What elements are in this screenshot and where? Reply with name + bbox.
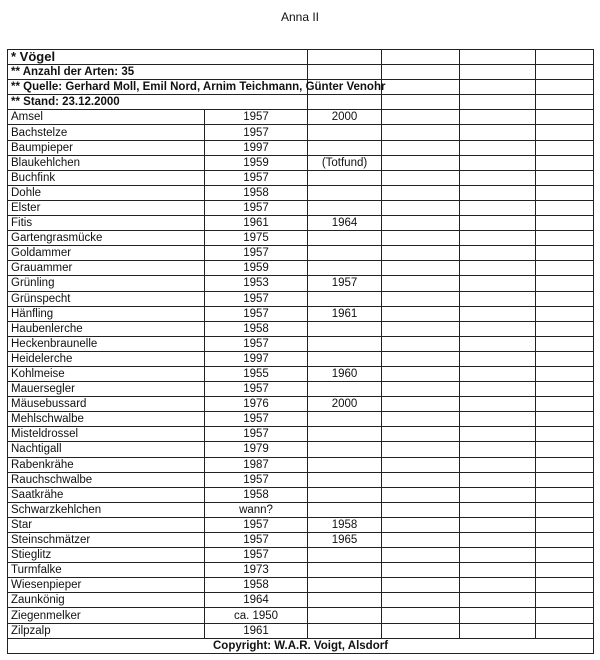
empty-cell xyxy=(460,276,536,291)
empty-cell xyxy=(536,291,594,306)
second-year xyxy=(308,336,382,351)
species-name: Haubenlerche xyxy=(8,321,205,336)
table-row xyxy=(8,140,594,155)
species-name: Fitis xyxy=(8,216,205,231)
empty-cell xyxy=(382,351,460,366)
species-name: Rabenkrähe xyxy=(8,457,205,472)
empty-cell xyxy=(382,125,460,140)
empty-cell xyxy=(382,65,460,80)
first-year: 1957 xyxy=(205,336,308,351)
first-year: 1958 xyxy=(205,578,308,593)
empty-cell xyxy=(536,578,594,593)
first-year: 1957 xyxy=(205,427,308,442)
empty-cell xyxy=(382,306,460,321)
empty-cell xyxy=(460,170,536,185)
second-year xyxy=(308,563,382,578)
first-year: 1955 xyxy=(205,366,308,381)
second-year: (Totfund) xyxy=(308,155,382,170)
empty-cell xyxy=(536,487,594,502)
empty-cell xyxy=(460,261,536,276)
species-name: Nachtigall xyxy=(8,442,205,457)
empty-cell xyxy=(536,216,594,231)
empty-cell xyxy=(382,517,460,532)
empty-cell xyxy=(382,185,460,200)
empty-cell xyxy=(536,593,594,608)
empty-cell xyxy=(382,487,460,502)
empty-cell xyxy=(536,125,594,140)
empty-cell xyxy=(536,231,594,246)
empty-cell xyxy=(460,397,536,412)
page-title: Anna II xyxy=(280,10,320,24)
second-year xyxy=(308,548,382,563)
empty-cell xyxy=(536,502,594,517)
table-row xyxy=(8,487,594,502)
empty-cell xyxy=(460,502,536,517)
empty-cell xyxy=(536,608,594,623)
empty-cell xyxy=(536,563,594,578)
species-name: Goldammer xyxy=(8,246,205,261)
empty-cell xyxy=(460,351,536,366)
empty-cell xyxy=(460,321,536,336)
species-table-body xyxy=(8,50,594,654)
second-year xyxy=(308,502,382,517)
empty-cell xyxy=(382,95,460,110)
empty-cell xyxy=(536,276,594,291)
empty-cell xyxy=(460,155,536,170)
empty-cell xyxy=(382,397,460,412)
empty-cell xyxy=(536,110,594,125)
second-year xyxy=(308,427,382,442)
empty-cell xyxy=(460,457,536,472)
empty-cell xyxy=(382,412,460,427)
table-row xyxy=(8,578,594,593)
second-year xyxy=(308,231,382,246)
first-year: 1961 xyxy=(205,216,308,231)
table-row xyxy=(8,351,594,366)
empty-cell xyxy=(382,276,460,291)
first-year: 1957 xyxy=(205,246,308,261)
first-year: 1975 xyxy=(205,231,308,246)
second-year: 2000 xyxy=(308,397,382,412)
second-year: 1958 xyxy=(308,517,382,532)
first-year: 1973 xyxy=(205,563,308,578)
species-name: Mäusebussard xyxy=(8,397,205,412)
first-year: 1957 xyxy=(205,548,308,563)
empty-cell xyxy=(536,261,594,276)
empty-cell xyxy=(308,95,382,110)
first-year: 1958 xyxy=(205,487,308,502)
empty-cell xyxy=(382,155,460,170)
first-year: 1958 xyxy=(205,321,308,336)
table-row xyxy=(8,170,594,185)
header-row xyxy=(8,65,594,80)
second-year xyxy=(308,321,382,336)
empty-cell xyxy=(536,140,594,155)
species-name: Ziegenmelker xyxy=(8,608,205,623)
species-name: Grünspecht xyxy=(8,291,205,306)
second-year xyxy=(308,608,382,623)
second-year xyxy=(308,140,382,155)
empty-cell xyxy=(382,472,460,487)
empty-cell xyxy=(460,608,536,623)
empty-cell xyxy=(382,563,460,578)
species-name: Grauammer xyxy=(8,261,205,276)
species-name: Kohlmeise xyxy=(8,366,205,381)
species-name: Mehlschwalbe xyxy=(8,412,205,427)
table-row xyxy=(8,548,594,563)
empty-cell xyxy=(382,502,460,517)
second-year xyxy=(308,246,382,261)
empty-cell xyxy=(536,472,594,487)
empty-cell xyxy=(460,125,536,140)
header-label: ** Quelle: Gerhard Moll, Emil Nord, Arnim Teichmann, Günter Venohr xyxy=(8,80,308,95)
empty-cell xyxy=(382,533,460,548)
species-name: Steinschmätzer xyxy=(8,533,205,548)
species-name: Gartengrasmücke xyxy=(8,231,205,246)
empty-cell xyxy=(382,427,460,442)
first-year: 1957 xyxy=(205,412,308,427)
header-label: ** Stand: 23.12.2000 xyxy=(8,95,308,110)
empty-cell xyxy=(382,593,460,608)
empty-cell xyxy=(536,442,594,457)
species-name: Rauchschwalbe xyxy=(8,472,205,487)
species-name: Heidelerche xyxy=(8,351,205,366)
empty-cell xyxy=(382,50,460,65)
table-row xyxy=(8,276,594,291)
empty-cell xyxy=(382,261,460,276)
empty-cell xyxy=(536,80,594,95)
first-year: 1979 xyxy=(205,442,308,457)
empty-cell xyxy=(382,80,460,95)
empty-cell xyxy=(536,170,594,185)
first-year: 1957 xyxy=(205,533,308,548)
second-year xyxy=(308,261,382,276)
table-row xyxy=(8,397,594,412)
empty-cell xyxy=(536,95,594,110)
empty-cell xyxy=(460,110,536,125)
empty-cell xyxy=(536,185,594,200)
species-name: Mauersegler xyxy=(8,382,205,397)
empty-cell xyxy=(382,623,460,638)
table-row xyxy=(8,231,594,246)
second-year xyxy=(308,578,382,593)
empty-cell xyxy=(308,50,382,65)
empty-cell xyxy=(460,412,536,427)
table-row xyxy=(8,623,594,638)
table-row xyxy=(8,366,594,381)
empty-cell xyxy=(536,65,594,80)
copyright-note: Copyright: W.A.R. Voigt, Alsdorf xyxy=(8,638,594,653)
empty-cell xyxy=(460,216,536,231)
table-row xyxy=(8,200,594,215)
table-row xyxy=(8,533,594,548)
first-year: 1957 xyxy=(205,472,308,487)
empty-cell xyxy=(460,50,536,65)
table-row xyxy=(8,125,594,140)
second-year xyxy=(308,200,382,215)
empty-cell xyxy=(460,231,536,246)
second-year: 1957 xyxy=(308,276,382,291)
empty-cell xyxy=(460,185,536,200)
species-name: Star xyxy=(8,517,205,532)
first-year: 1957 xyxy=(205,110,308,125)
second-year xyxy=(308,412,382,427)
table-row xyxy=(8,457,594,472)
species-name: Grünling xyxy=(8,276,205,291)
empty-cell xyxy=(536,246,594,261)
empty-cell xyxy=(536,306,594,321)
first-year: 1958 xyxy=(205,185,308,200)
species-name: Baumpieper xyxy=(8,140,205,155)
table-row xyxy=(8,246,594,261)
first-year: 1997 xyxy=(205,351,308,366)
species-name: Blaukehlchen xyxy=(8,155,205,170)
empty-cell xyxy=(382,366,460,381)
footer-row xyxy=(8,638,594,653)
empty-cell xyxy=(308,65,382,80)
empty-cell xyxy=(460,306,536,321)
empty-cell xyxy=(460,517,536,532)
empty-cell xyxy=(382,140,460,155)
empty-cell xyxy=(460,548,536,563)
species-name: Bachstelze xyxy=(8,125,205,140)
first-year: ca. 1950 xyxy=(205,608,308,623)
second-year xyxy=(308,593,382,608)
second-year: 1965 xyxy=(308,533,382,548)
table-row xyxy=(8,291,594,306)
empty-cell xyxy=(536,366,594,381)
table-row xyxy=(8,155,594,170)
first-year: 1957 xyxy=(205,291,308,306)
first-year: 1957 xyxy=(205,170,308,185)
empty-cell xyxy=(460,200,536,215)
table-row xyxy=(8,593,594,608)
first-year: 1957 xyxy=(205,382,308,397)
empty-cell xyxy=(382,231,460,246)
species-name: Zilpzalp xyxy=(8,623,205,638)
empty-cell xyxy=(382,382,460,397)
empty-cell xyxy=(382,291,460,306)
first-year: 1959 xyxy=(205,155,308,170)
species-name: Zaunkönig xyxy=(8,593,205,608)
first-year: 1964 xyxy=(205,593,308,608)
table-row xyxy=(8,261,594,276)
empty-cell xyxy=(382,246,460,261)
table-row xyxy=(8,502,594,517)
second-year xyxy=(308,623,382,638)
species-name: Amsel xyxy=(8,110,205,125)
empty-cell xyxy=(382,110,460,125)
empty-cell xyxy=(460,336,536,351)
header-row xyxy=(8,80,594,95)
species-name: Misteldrossel xyxy=(8,427,205,442)
table-row xyxy=(8,216,594,231)
species-name: Heckenbraunelle xyxy=(8,336,205,351)
second-year xyxy=(308,472,382,487)
empty-cell xyxy=(536,336,594,351)
header-label: * Vögel xyxy=(8,50,308,65)
empty-cell xyxy=(382,216,460,231)
empty-cell xyxy=(536,397,594,412)
first-year: 1961 xyxy=(205,623,308,638)
second-year xyxy=(308,442,382,457)
empty-cell xyxy=(536,427,594,442)
table-row xyxy=(8,336,594,351)
empty-cell xyxy=(536,457,594,472)
first-year: 1953 xyxy=(205,276,308,291)
empty-cell xyxy=(460,472,536,487)
second-year xyxy=(308,185,382,200)
empty-cell xyxy=(460,366,536,381)
empty-cell xyxy=(460,80,536,95)
empty-cell xyxy=(460,427,536,442)
first-year: 1957 xyxy=(205,517,308,532)
table-row xyxy=(8,321,594,336)
table-row xyxy=(8,185,594,200)
empty-cell xyxy=(536,50,594,65)
empty-cell xyxy=(460,442,536,457)
header-row xyxy=(8,95,594,110)
species-name: Elster xyxy=(8,200,205,215)
empty-cell xyxy=(460,563,536,578)
empty-cell xyxy=(382,442,460,457)
species-table xyxy=(7,49,594,654)
species-name: Dohle xyxy=(8,185,205,200)
empty-cell xyxy=(382,336,460,351)
empty-cell xyxy=(460,291,536,306)
species-name: Buchfink xyxy=(8,170,205,185)
header-label: ** Anzahl der Arten: 35 xyxy=(8,65,308,80)
empty-cell xyxy=(460,593,536,608)
second-year xyxy=(308,382,382,397)
second-year: 1961 xyxy=(308,306,382,321)
empty-cell xyxy=(460,246,536,261)
first-year: 1997 xyxy=(205,140,308,155)
species-name: Turmfalke xyxy=(8,563,205,578)
first-year: 1976 xyxy=(205,397,308,412)
empty-cell xyxy=(536,382,594,397)
empty-cell xyxy=(536,548,594,563)
empty-cell xyxy=(460,65,536,80)
empty-cell xyxy=(460,623,536,638)
empty-cell xyxy=(460,382,536,397)
second-year xyxy=(308,125,382,140)
table-row xyxy=(8,412,594,427)
second-year xyxy=(308,170,382,185)
species-name: Wiesenpieper xyxy=(8,578,205,593)
empty-cell xyxy=(382,170,460,185)
first-year: 1957 xyxy=(205,125,308,140)
species-name: Stieglitz xyxy=(8,548,205,563)
empty-cell xyxy=(382,578,460,593)
second-year: 1964 xyxy=(308,216,382,231)
empty-cell xyxy=(382,200,460,215)
table-row xyxy=(8,427,594,442)
empty-cell xyxy=(536,412,594,427)
table-row xyxy=(8,442,594,457)
table-row xyxy=(8,382,594,397)
second-year xyxy=(308,351,382,366)
second-year: 1960 xyxy=(308,366,382,381)
empty-cell xyxy=(460,140,536,155)
empty-cell xyxy=(536,533,594,548)
empty-cell xyxy=(382,548,460,563)
empty-cell xyxy=(460,95,536,110)
empty-cell xyxy=(536,351,594,366)
empty-cell xyxy=(460,487,536,502)
second-year: 2000 xyxy=(308,110,382,125)
header-row xyxy=(8,50,594,65)
table-row xyxy=(8,110,594,125)
table-row xyxy=(8,472,594,487)
first-year: 1957 xyxy=(205,200,308,215)
second-year xyxy=(308,487,382,502)
table-row xyxy=(8,517,594,532)
table-row xyxy=(8,563,594,578)
empty-cell xyxy=(460,533,536,548)
table-row xyxy=(8,306,594,321)
empty-cell xyxy=(536,200,594,215)
table-row xyxy=(8,608,594,623)
empty-cell xyxy=(460,578,536,593)
empty-cell xyxy=(382,457,460,472)
empty-cell xyxy=(536,623,594,638)
empty-cell xyxy=(382,321,460,336)
first-year: 1959 xyxy=(205,261,308,276)
first-year: 1957 xyxy=(205,306,308,321)
second-year xyxy=(308,291,382,306)
empty-cell xyxy=(536,321,594,336)
species-name: Hänfling xyxy=(8,306,205,321)
first-year: wann? xyxy=(205,502,308,517)
species-name: Schwarzkehlchen xyxy=(8,502,205,517)
empty-cell xyxy=(536,517,594,532)
empty-cell xyxy=(382,608,460,623)
empty-cell xyxy=(536,155,594,170)
species-name: Saatkrähe xyxy=(8,487,205,502)
second-year xyxy=(308,457,382,472)
first-year: 1987 xyxy=(205,457,308,472)
